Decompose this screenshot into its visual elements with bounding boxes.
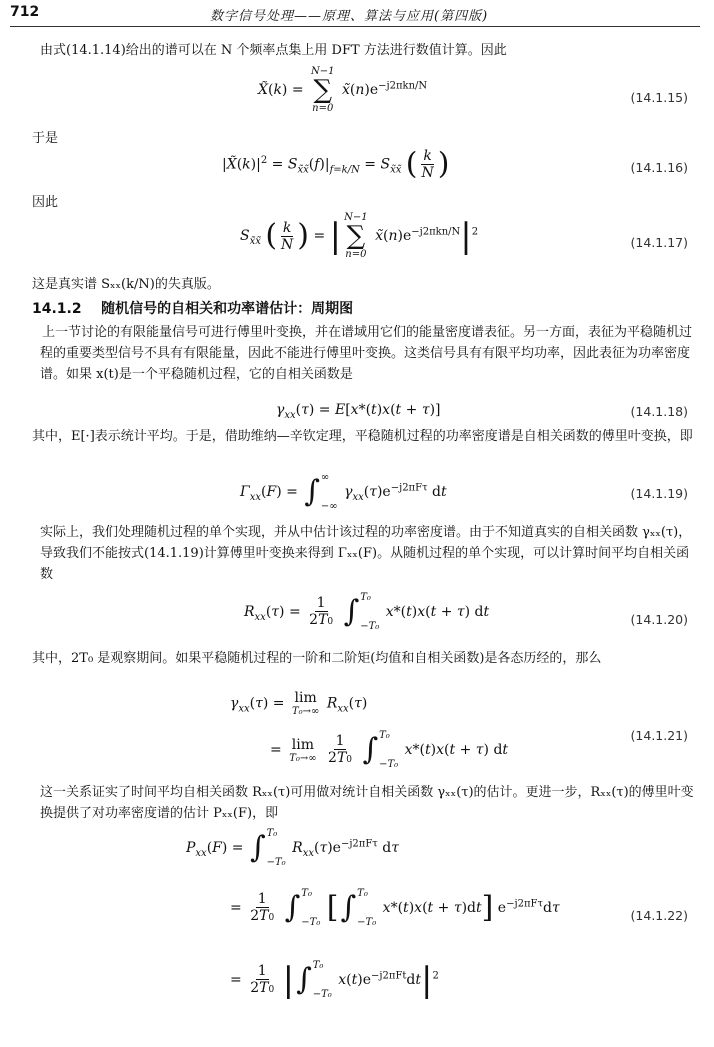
equation-14-1-20: $R_{xx}(\tau)$ = $\frac{1}{2T0}$ ∫ T₀ −T₀ x*(t)x(t + τ) dt — [244, 592, 490, 632]
equation-number: (14.1.18) — [630, 404, 688, 419]
running-title: 数字信号处理——原理、算法与应用(第四版) — [210, 9, 489, 24]
equation-number: (14.1.22) — [630, 908, 688, 923]
paragraph: 其中，2T₀ 是观察期间。如果平稳随机过程的一阶和二阶矩(均值和自相关函数)是各态历经的，那么 — [32, 651, 602, 666]
equation-14-1-21-line1: $\gamma_{xx}(\tau)$ = lim T₀→∞ $R_{xx}(\tau)$ — [230, 690, 368, 717]
paragraph: 因此 — [32, 195, 59, 210]
equation-number: (14.1.15) — [630, 90, 688, 105]
section-number: 14.1.2 — [32, 301, 82, 317]
equation-number: (14.1.17) — [630, 235, 688, 250]
equation-14-1-22-line1: $P_{xx}(F)$ = ∫ T₀ −T₀ $R_{xx}(\tau)e^{-j2\pi F\tau}$ dτ — [186, 828, 399, 868]
equation-14-1-21-line2: = lim T₀→∞ $\frac{1}{2T0}$ ∫ T₀ −T₀ x*(t)x(t + τ) dt — [270, 730, 509, 770]
paragraph: 这是真实谱 Sₓₓ(k/N)的失真版。 — [32, 277, 220, 292]
section-title: 随机信号的自相关和功率谱估计：周期图 — [101, 301, 354, 317]
page-number: 712 — [10, 4, 40, 20]
paragraph: 其中，E[·]表示统计平均。于是，借助维纳—辛钦定理，平稳随机过程的功率密度谱是自相关函数的傅里叶变换，即 — [32, 429, 693, 444]
paragraph: 由式(14.1.14)给出的谱可以在 N 个频率点集上用 DFT 方法进行数值计算。因此 — [40, 43, 507, 58]
equation-number: (14.1.16) — [630, 160, 688, 175]
paragraph: 上一节讨论的有限能量信号可进行傅里叶变换，并在谱域用它们的能量密度谱表征。另一方面，表征为平稳随机过程的重要类型信号不具有有限能量，因此不能进行傅里叶变换。这类信号具有有限平均功率，因此表征为功率密度谱。如果 x(t)是一个平稳随机过程，它的自相关函数是 — [40, 325, 693, 382]
equation-number: (14.1.19) — [630, 486, 688, 501]
paragraph: 于是 — [32, 131, 59, 146]
equation-14-1-16: $|X̃(k)|^2 = S_{x̃x̃}(f)|_{f=k/N} = S_{x̃x̃}$ ( $\frac{k}{N}$ ) — [222, 146, 450, 182]
equation-14-1-15: X̃(k) = N−1 ∑ n=0 $x̃(n)e^{-j2\pi kn/N}$ — [258, 66, 428, 114]
equation-14-1-19: $\Gamma_{xx}(F)$ = ∫ ∞ −∞ $\gamma_{xx}(\tau)e^{-j2\pi F\tau}$ dt — [240, 472, 447, 512]
page-header — [10, 0, 700, 27]
equation-number: (14.1.20) — [630, 612, 688, 627]
paragraph: 这一关系证实了时间平均自相关函数 Rₓₓ(τ)可用做对统计自相关函数 γₓₓ(τ)的估计。更进一步，Rₓₓ(τ)的傅里叶变换提供了对功率密度谱的估计 Pₓₓ(F)，即 — [40, 785, 694, 821]
equation-14-1-22-line2: = $\frac{1}{2T0}$ ∫ T₀ −T₀ [ ∫ T₀ −T₀ x*(t)x(t + τ)dt] $e^{-j2\pi F\tau}d\tau$ — [230, 888, 560, 928]
section-heading — [32, 298, 353, 318]
equation-number: (14.1.21) — [630, 728, 688, 743]
equation-14-1-22-line3: = $\frac{1}{2T0}$ | ∫ T₀ −T₀ $x(t)e^{-j2\pi Ft}dt|^2$ — [230, 960, 439, 1000]
paragraph: 实际上，我们处理随机过程的单个实现，并从中估计该过程的功率密度谱。由于不知道真实的自相关函数 γₓₓ(τ)，导致我们不能按式(14.1.19)计算傅里叶变换来得到 Γₓₓ(F)。从随机过程的单个实现，可以计算时间平均自相关函数 — [40, 525, 692, 582]
equation-14-1-17: $S_{x̃x̃}$ ( $\frac{k}{N}$ ) = | N−1 ∑ n=0 $x̃(n)e^{-j2\pi kn/N}|^2$ — [240, 212, 479, 260]
equation-14-1-18: $\gamma_{xx}(\tau) = E[x*(t)x(t + \tau)]$ — [276, 402, 441, 421]
